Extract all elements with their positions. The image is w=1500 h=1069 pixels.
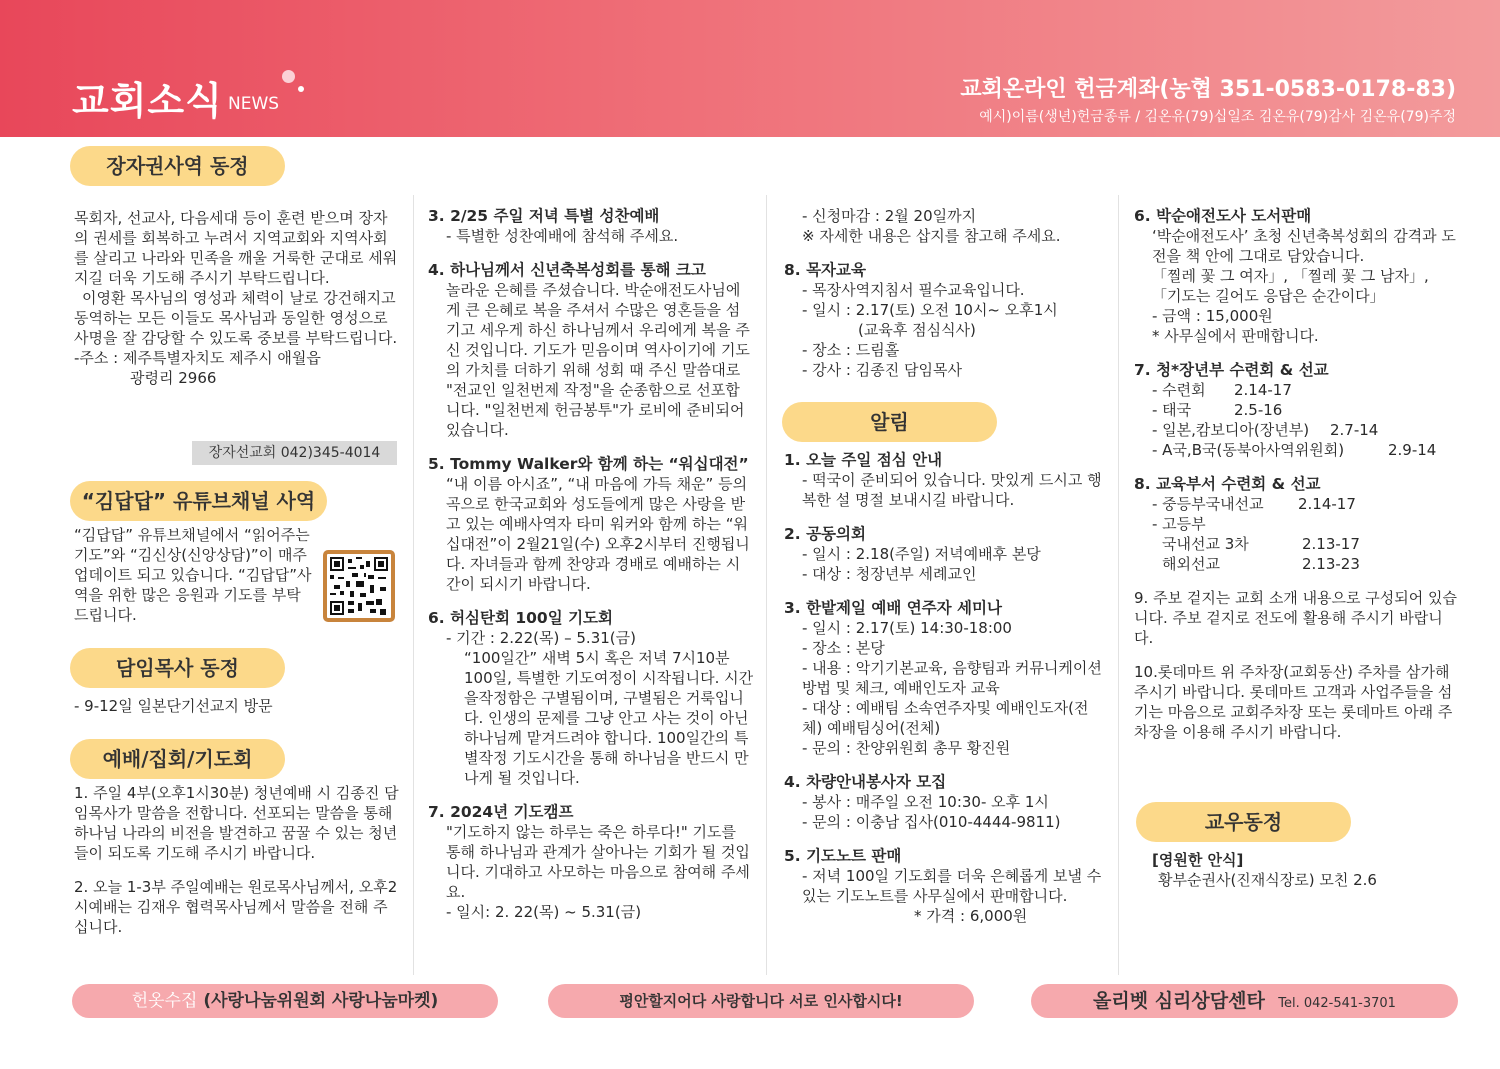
column-4 [1134,206,1460,742]
notice-4-line-1: - 봉사 : 매주일 오전 10:30- 오후 1시 [802,793,1049,811]
item-7-date: - 일시: 2. 22(목) ~ 5.31(금) [446,903,642,921]
qr-code-icon[interactable] [323,550,395,622]
notice-3-line-4: - 대상 : 예배팀 소속연주자및 예배인도자(전체) 예배팀싱어(전체) [802,699,1089,737]
row-label: 해외선교 [1162,555,1220,573]
jangja-contact-tag: 장자선교회 042)345-4014 [192,441,397,465]
row-label: - 일본,캄보디아(장년부) [1152,421,1310,439]
item-7-deadline: - 신청마감 : 2월 20일까지 [802,207,977,225]
item-5-body: “내 이름 아시죠”, “내 마음에 가득 채운” 등의 곡으로 한국교회와 성도들에게 많은 사랑을 받고 있는 예배사역자 타미 워커와 함께 하는 “워십대전”이 2월21일(수) 오후2시부터 진행됩니다. 자녀들과 함께 찬양과 경배로 예배하는 시간이 되시기 바랍니다. [446,475,750,593]
item-8-line-4: - 장소 : 드림홀 [802,341,900,359]
footer-clothing-drive [72,984,498,1018]
row-date: 2.7-14 [1330,421,1379,439]
item-6-body: “100일간” 새벽 5시 혹은 저녁 7시10분 100일, 특별한 기도여정이 시작됩니다. 시간을작정함은 구별됨이며, 구별됨은 거룩입니다. 인생의 문제를 그냥 안고 사는 것이 아닌 하나님께 맡겨드려야 합니다. 100일간의 특별작정 기도시간을 통해 하나님을 반드시 만나게 될 것입니다. [464,649,754,787]
notice-6-title: 6. 박순애전도사 도서판매 [1134,207,1312,225]
news-label: NEWS [228,94,280,114]
item-6-title: 6. 허심탄회 100일 기도회 [428,609,614,627]
notice-4-title: 4. 차량안내봉사자 모집 [784,773,947,791]
worship-item-1: 1. 주일 4부(오후1시30분) 청년예배 시 김종진 담임목사가 말씀을 전합니다. 선포되는 말씀을 통해 하나님 나라의 비전을 발견하고 꿈꿀 수 있는 청년들이 되도록 기도해 주시기 바랍니다. [74,784,399,862]
decor-dot-small-icon [298,86,304,92]
condolence-title: [영원한 안식] [1152,851,1244,869]
worship-item-2: 2. 오늘 1-3부 주일예배는 원로목사님께서, 오후2시예배는 김재우 협력목사님께서 말씀을 전해 주십니다. [74,878,398,936]
notice-5-price: * 가격 : 6,000원 [914,907,1028,925]
row-label: - 중등부국내선교 [1152,495,1264,513]
notice-4-line-2: - 문의 : 이충남 집사(010-4444-9811) [802,813,1061,831]
notice-3-line-1: - 일시 : 2.17(토) 14:30-18:00 [802,619,1012,637]
section-pill-pastor: 담임목사 동정 [70,648,285,688]
youtube-text: “김답답” 유튜브채널에서 “읽어주는 기도”와 “김신상(신앙상담)”이 매주 업데이트 되고 있습니다. “김답답”사역을 위한 많은 응원과 기도를 부탁드립니다. [74,526,312,624]
row-date: 2.14-17 [1234,381,1292,399]
item-8-title: 8. 목자교육 [784,261,866,279]
notice-7-title: 7. 청*장년부 수련회 & 선교 [1134,361,1329,379]
notice-10: 10.롯데마트 위 주차장(교회동산) 주차를 삼가해 주시기 바랍니다. 롯데마트 고객과 사업주들을 섬기는 마음으로 교회주차장 또는 롯데마트 아래 주차장을 이용해 주시기 바랍니다. [1134,663,1453,741]
notice-6-line-5: * 사무실에서 판매합니다. [1152,327,1319,345]
notice-7-row [1134,420,1460,440]
notice-2-line-1: - 일시 : 2.18(주일) 저녁예배후 본당 [802,545,1041,563]
notice-6-line-1: ‘박순애전도사’ 초청 신년축복성회의 감격과 도전을 책 안에 그대로 담았습니다. [1152,227,1456,265]
notice-7-row [1134,440,1460,460]
notice-3-line-5: - 문의 : 찬양위원회 총무 황진원 [802,739,1011,757]
section-pill-gyowoo: 교우동정 [1136,802,1351,842]
notice-8-row [1134,534,1460,554]
notice-6-line-3: 「기도는 길어도 응답은 순간이다」 [1152,287,1385,305]
row-label: - 태국 [1152,401,1192,419]
item-8-line-1: - 목장사역지침서 필수교육입니다. [802,281,1025,299]
header-banner [0,0,1500,137]
notice-3-line-3: - 내용 : 악기기본교육, 음향팀과 커뮤니케이션 방법 및 체크, 예배인도자 교육 [802,659,1102,697]
notice-5-title: 5. 기도노트 판매 [784,847,902,865]
column-divider [413,195,414,975]
footer-greeting: 평안할지어다 사랑합니다 서로 인사합시다! [548,984,974,1018]
column-1-top [74,208,400,388]
notice-6-line-4: - 금액 : 15,000원 [1152,307,1273,325]
item-4-body: 놀라운 은혜를 주셨습니다. 박순애전도사님에게 큰 은혜로 복을 주셔서 수많은 영혼들을 섬기고 세우게 하신 하나님께서 우리에게 복을 주신 것입니다. 기도가 믿음이며 역사이기에 기도의 가치를 더하기 위해 성회 때 주신 말씀대로 "전교인 일천번제 작정"을 순종함으로 선포합니다. "일천번제 헌금봉투"가 로비에 준비되어 있습니다. [446,281,750,439]
footer-counseling-tel[interactable]: Tel. 042-541-3701 [1278,996,1396,1011]
row-date: 2.14-17 [1298,495,1356,513]
item-7-title: 7. 2024년 기도캠프 [428,803,574,821]
jangja-paragraph-2: 이영환 목사님의 영성과 체력이 날로 강건해지고 동역하는 모든 이들도 목사님과 동일한 영성으로 사명을 잘 감당할 수 있도록 중보를 부탁드립니다. [74,289,398,347]
footer-counseling-center [1031,984,1458,1018]
item-8-line-3: (교육후 점심식사) [858,321,976,339]
column-divider [766,195,767,975]
notice-2-line-2: - 대상 : 청장년부 세례교인 [802,565,977,583]
notice-7-row [1134,400,1460,420]
section-pill-notice: 알림 [782,402,997,442]
notice-5-body: - 저녁 100일 기도회를 더욱 은혜롭게 보낼 수 있는 기도노트를 사무실에서 판매합니다. [802,867,1102,905]
row-label: 국내선교 3차 [1162,535,1249,553]
column-2 [428,206,754,922]
notice-2-title: 2. 공동의회 [784,525,866,543]
notice-1-title: 1. 오늘 주일 점심 안내 [784,451,943,469]
notice-3-title: 3. 한밭제일 예배 연주자 세미나 [784,599,1002,617]
notice-3-line-2: - 장소 : 본당 [802,639,885,657]
jangja-address-2: 광령리 2966 [130,369,217,387]
footer-clothing-detail: (사랑나눔위원회 사랑나눔마켓) [197,991,439,1011]
footer-clothing-label: 헌옷수집 [131,991,198,1011]
item-5-title: 5. Tommy Walker와 함께 하는 “워십대전” [428,455,749,473]
footer-counseling-name: 올리벳 심리상담센타 [1093,990,1265,1012]
section-pill-worship: 예배/집회/기도회 [70,739,285,779]
offering-example: 예시)이름(생년)헌금종류 / 김온유(79)십일조 김온유(79)감사 김온유(79)주정 [979,109,1456,125]
page-title: 교회소식 [72,79,223,123]
section-pill-youtube: “김답답” 유튜브채널 사역 [70,481,327,521]
jangja-paragraph-1: 목회자, 선교사, 다음세대 등이 훈련 받으며 장자의 권세를 회복하고 누려서 지역교회와 지역사회를 살리고 나라와 민족을 깨울 거룩한 군대로 세워지길 더욱 기도해 주시기 부탁드립니다. [74,209,398,287]
row-label: - 수련회 [1152,381,1206,399]
condolence-body: 황부순권사(진재식장로) 모친 2.6 [1158,871,1377,889]
notice-8-row [1134,494,1460,514]
column-divider [1118,195,1119,975]
column-3-notices [784,450,1108,926]
item-3-title: 3. 2/25 주일 저녁 특별 성찬예배 [428,207,660,225]
notice-6-line-2: 「찔레 꽃 그 여자」, 「찔레 꽃 그 남자」, [1152,267,1429,285]
worship-list [74,783,400,937]
item-4-title: 4. 하나님께서 신년축복성회를 통해 크고 [428,261,706,279]
section-pill-jangja: 장자권사역 동정 [70,146,285,186]
row-date: 2.13-23 [1302,555,1360,573]
row-date: 2.5-16 [1234,401,1283,419]
item-6-period: - 기간 : 2.22(목) – 5.31(금) [446,629,636,647]
item-3-body: - 특별한 성찬예배에 참석해 주세요. [446,227,679,245]
notice-8-row [1134,554,1460,574]
item-8-line-5: - 강사 : 김종진 담임목사 [802,361,962,379]
item-8-line-2: - 일시 : 2.17(토) 오전 10시~ 오후1시 [802,301,1058,319]
row-date: 2.13-17 [1302,535,1360,553]
pastor-schedule: - 9-12일 일본단기선교지 방문 [74,697,273,715]
condolence [1152,850,1462,890]
decor-dot-icon [282,70,295,83]
column-3-top [784,206,1108,380]
notice-8-row: - 고등부 [1152,515,1206,533]
notice-1-body: - 떡국이 준비되어 있습니다. 맛있게 드시고 행복한 설 명절 보내시길 바랍니다. [802,471,1102,509]
offering-account: 교회온라인 헌금계좌(농협 351-0583-0178-83) [960,77,1456,102]
jangja-address-1: -주소 : 제주특별자치도 제주시 애월읍 [74,349,321,367]
notice-9: 9. 주보 겉지는 교회 소개 내용으로 구성되어 있습니다. 주보 겉지로 전도에 활용해 주시기 바랍니다. [1134,589,1457,647]
notice-8-title: 8. 교육부서 수련회 & 선교 [1134,475,1321,493]
row-label: - A국,B국(동북아사역위원회) [1152,441,1345,459]
notice-7-row [1134,380,1460,400]
row-date: 2.9-14 [1388,441,1437,459]
item-7-note: ※ 자세한 내용은 삽지를 참고해 주세요. [802,227,1061,245]
item-7-body: "기도하지 않는 하루는 죽은 하루다!" 기도를 통해 하나님과 관계가 살아나는 기회가 될 것입니다. 기대하고 사모하는 마음으로 참여해 주세요. [446,823,750,901]
